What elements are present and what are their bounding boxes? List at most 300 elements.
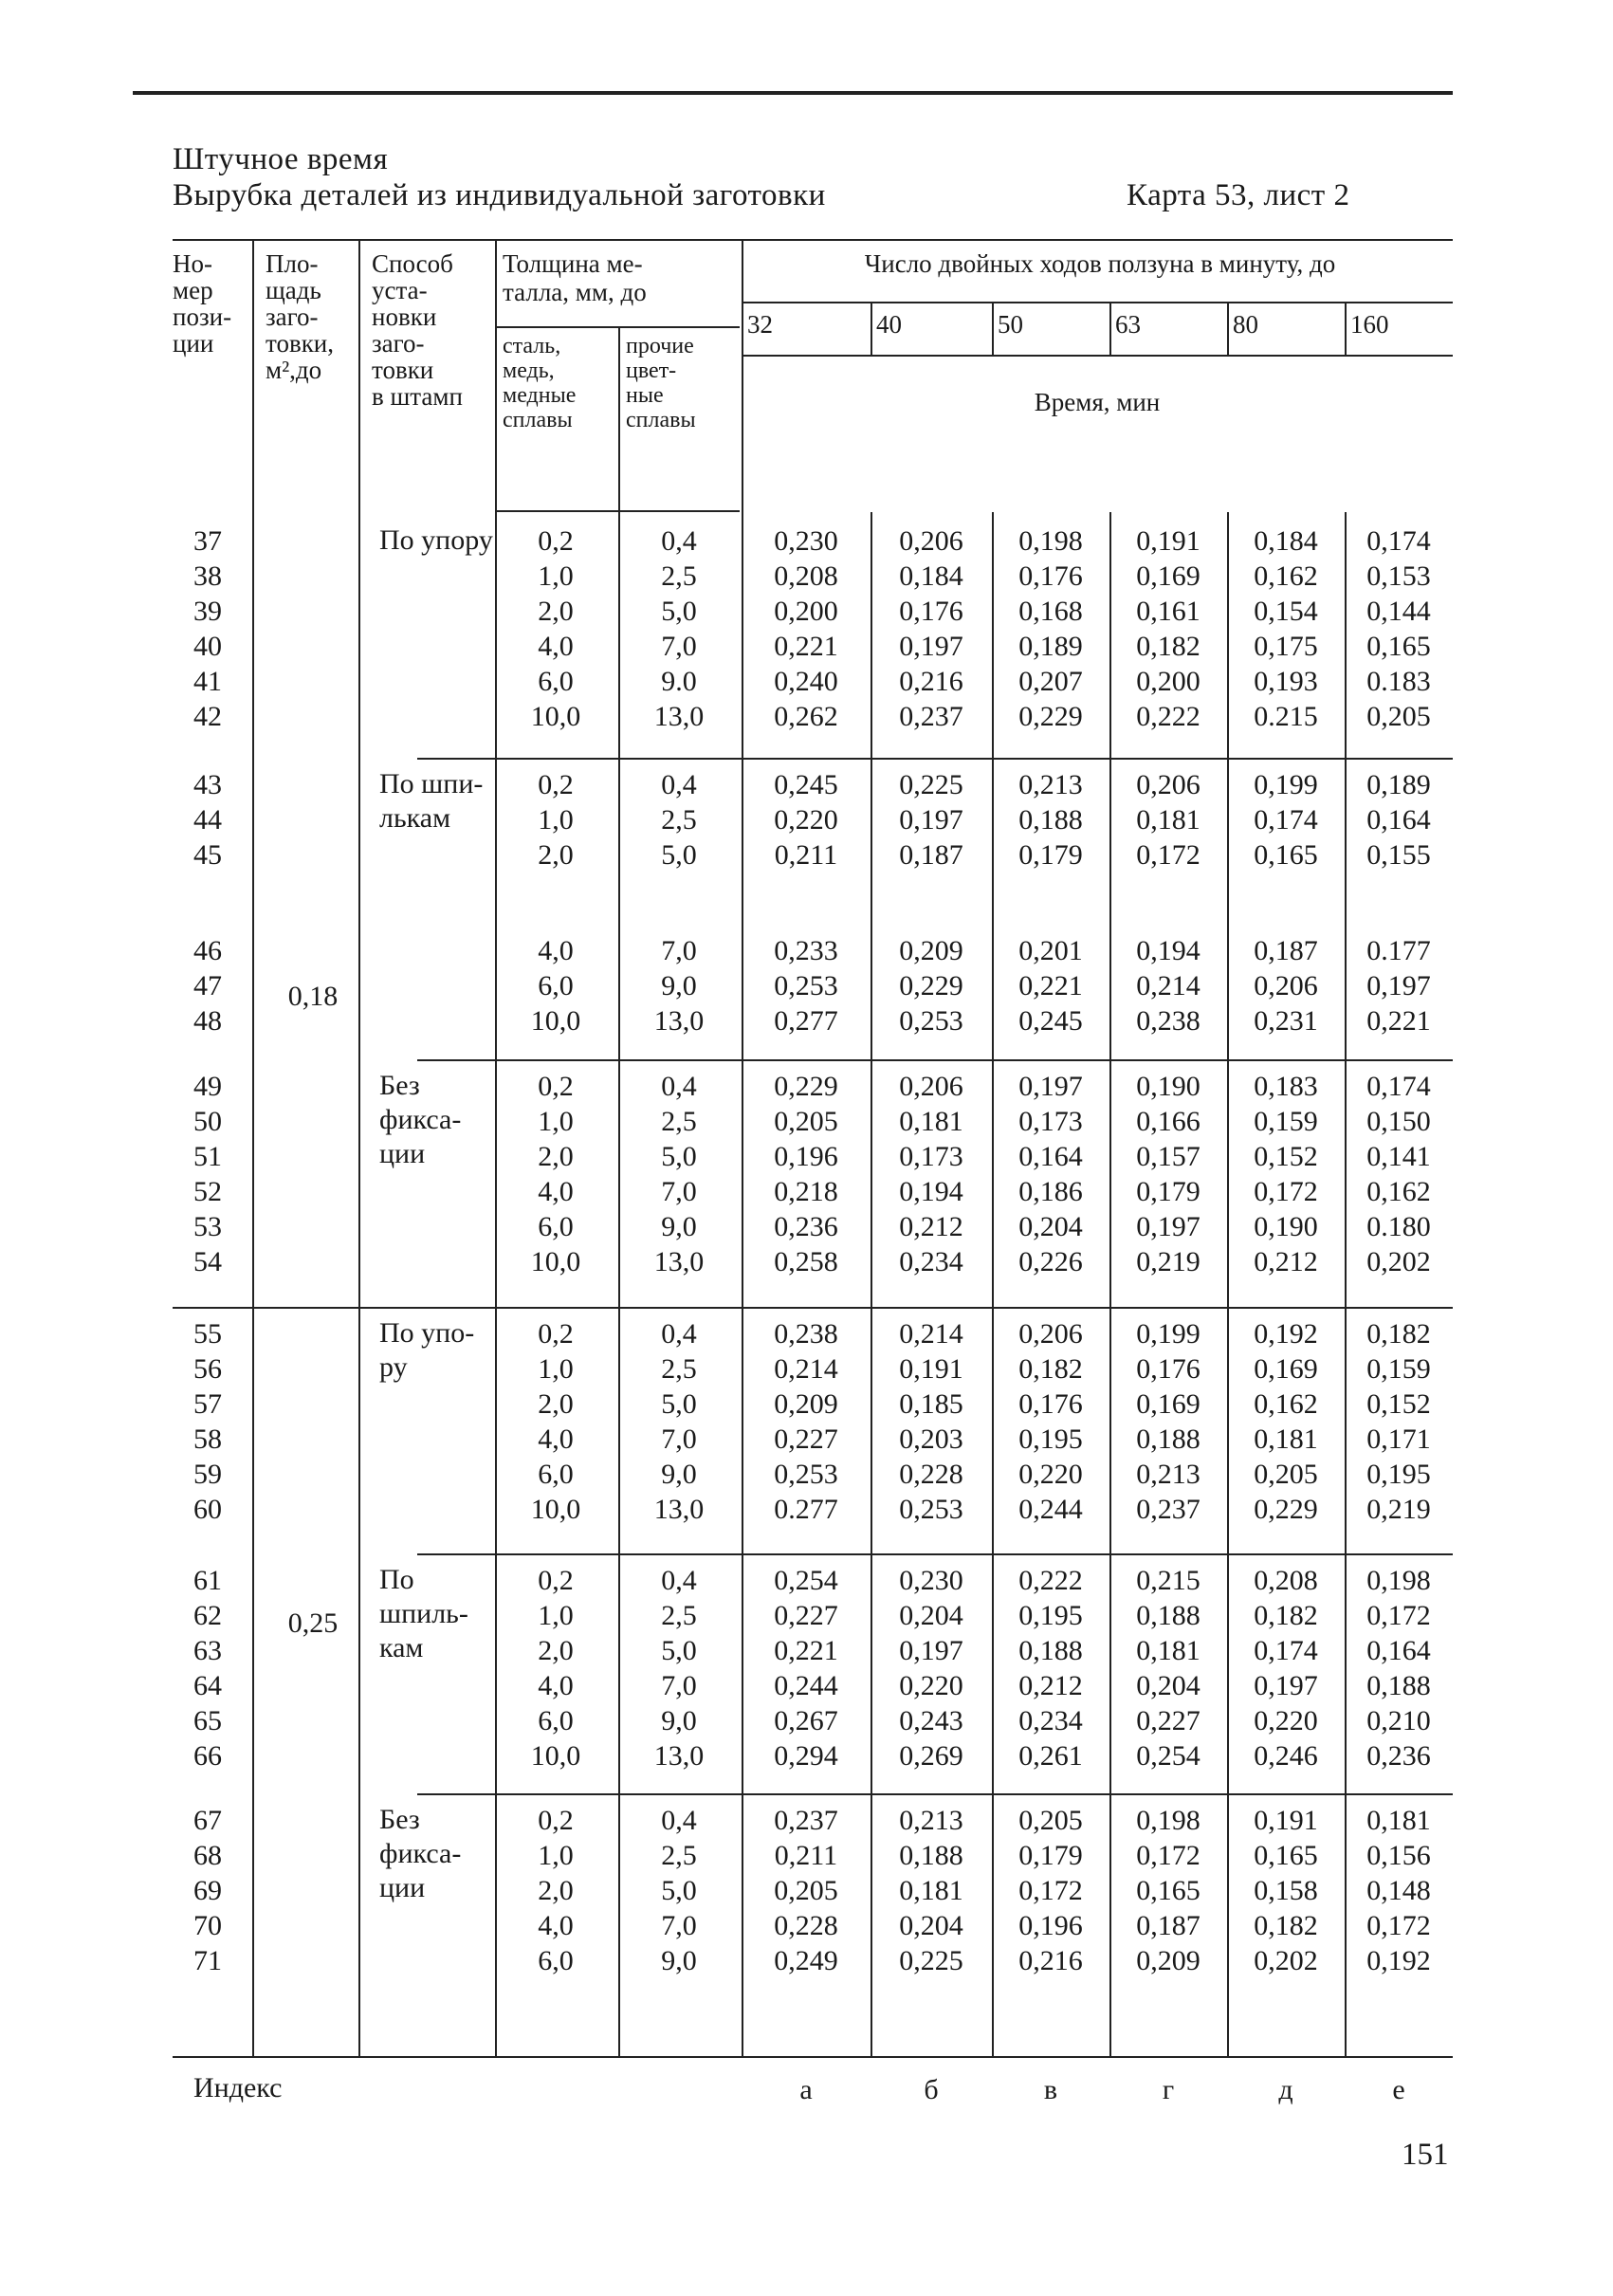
time-value: 0,152 xyxy=(1366,1388,1431,1420)
steel-thickness-value: 6,0 xyxy=(538,1211,574,1242)
time-value: 0,269 xyxy=(899,1740,963,1772)
row-number: 39 xyxy=(193,596,222,627)
steel-thickness-value: 4,0 xyxy=(538,631,574,662)
steel-thickness-value: 6,0 xyxy=(538,970,574,1001)
group-separator xyxy=(417,1553,1453,1555)
index-letter: в xyxy=(1043,2074,1058,2105)
rule xyxy=(992,512,994,2056)
row-number: 65 xyxy=(193,1705,222,1736)
time-value: 0,169 xyxy=(1136,1388,1201,1420)
rule xyxy=(618,512,620,2056)
time-value: 0,181 xyxy=(1136,1635,1201,1666)
time-value: 0,231 xyxy=(1254,1005,1318,1037)
time-value: 0,168 xyxy=(1018,596,1083,627)
other-alloy-thickness-value: 9,0 xyxy=(661,1705,697,1736)
time-value: 0,182 xyxy=(1254,1600,1318,1631)
time-value: 0,156 xyxy=(1366,1840,1431,1871)
column-header-thickness: талла, мм, до xyxy=(503,278,647,306)
rule xyxy=(495,326,740,328)
rule xyxy=(1345,512,1347,2056)
time-value: 0,155 xyxy=(1366,839,1431,871)
time-value: 0.183 xyxy=(1366,666,1431,697)
time-value: 0,181 xyxy=(899,1106,963,1137)
time-value: 0,218 xyxy=(774,1176,838,1207)
column-header-area: Пло- xyxy=(266,249,319,278)
time-value: 0,210 xyxy=(1366,1705,1431,1736)
time-value: 0,229 xyxy=(1018,701,1083,732)
time-value: 0,215 xyxy=(1136,1565,1201,1596)
time-value: 0,182 xyxy=(1136,631,1201,662)
column-header-method: заго- xyxy=(372,329,425,358)
time-value: 0,211 xyxy=(774,1840,838,1871)
row-number: 47 xyxy=(193,970,222,1001)
time-value: 0,162 xyxy=(1254,1388,1318,1420)
rule xyxy=(1109,302,1111,355)
steel-thickness-value: 1,0 xyxy=(538,1600,574,1631)
time-value: 0,213 xyxy=(1136,1459,1201,1490)
time-value: 0,209 xyxy=(1136,1945,1201,1976)
rule xyxy=(1227,512,1229,2056)
time-value: 0,262 xyxy=(774,701,838,732)
time-value: 0,164 xyxy=(1366,1635,1431,1666)
rule xyxy=(742,512,743,2056)
column-header-strokes-40: 40 xyxy=(876,310,902,339)
method-label: По упору xyxy=(379,524,493,556)
area-value: 0,25 xyxy=(287,1607,339,1639)
time-value: 0,181 xyxy=(1136,804,1201,836)
time-value: 0,188 xyxy=(1136,1424,1201,1455)
time-value: 0,183 xyxy=(1254,1071,1318,1102)
time-value: 0,206 xyxy=(899,525,963,557)
time-value: 0,253 xyxy=(899,1005,963,1037)
time-value: 0,174 xyxy=(1254,804,1318,836)
steel-thickness-value: 2,0 xyxy=(538,1875,574,1906)
other-alloy-thickness-value: 2,5 xyxy=(661,1600,697,1631)
other-alloy-thickness-value: 7,0 xyxy=(661,1670,697,1701)
time-value: 0,190 xyxy=(1254,1211,1318,1242)
column-header-number: пози- xyxy=(173,303,232,331)
time-value: 0,197 xyxy=(899,804,963,836)
time-value: 0,179 xyxy=(1136,1176,1201,1207)
time-value: 0,188 xyxy=(1018,1635,1083,1666)
time-value: 0,141 xyxy=(1366,1141,1431,1172)
time-value: 0,182 xyxy=(1366,1318,1431,1350)
steel-thickness-value: 4,0 xyxy=(538,1424,574,1455)
steel-thickness-value: 2,0 xyxy=(538,1635,574,1666)
time-value: 0,233 xyxy=(774,935,838,966)
rule xyxy=(618,328,620,512)
column-header-area: щадь xyxy=(266,276,321,304)
row-number: 66 xyxy=(193,1740,222,1772)
row-number: 64 xyxy=(193,1670,222,1701)
time-value: 0,204 xyxy=(1136,1670,1201,1701)
steel-thickness-value: 10,0 xyxy=(530,701,581,732)
time-value: 0,179 xyxy=(1018,1840,1083,1871)
time-value: 0,181 xyxy=(1366,1805,1431,1836)
method-label: Без xyxy=(379,1070,420,1101)
time-value: 0,237 xyxy=(774,1805,838,1836)
time-value: 0,204 xyxy=(899,1910,963,1941)
time-value: 0,164 xyxy=(1018,1141,1083,1172)
time-value: 0,221 xyxy=(1366,1005,1431,1037)
rule xyxy=(1109,512,1111,2056)
steel-thickness-value: 2,0 xyxy=(538,596,574,627)
time-value: 0,165 xyxy=(1254,1840,1318,1871)
time-value: 0,197 xyxy=(1018,1071,1083,1102)
time-value: 0,172 xyxy=(1136,1840,1201,1871)
header-top-rule xyxy=(173,239,1453,241)
steel-thickness-value: 1,0 xyxy=(538,1353,574,1385)
time-value: 0,208 xyxy=(1254,1565,1318,1596)
time-value: 0,237 xyxy=(1136,1494,1201,1525)
time-value: 0,192 xyxy=(1254,1318,1318,1350)
time-value: 0,230 xyxy=(774,525,838,557)
time-value: 0,208 xyxy=(774,560,838,592)
method-label: Без xyxy=(379,1804,420,1835)
group-separator xyxy=(173,1307,1453,1309)
rule xyxy=(871,302,872,355)
time-value: 0,220 xyxy=(774,804,838,836)
time-value: 0,197 xyxy=(1254,1670,1318,1701)
time-value: 0,188 xyxy=(1366,1670,1431,1701)
rule xyxy=(358,512,360,2056)
row-number: 49 xyxy=(193,1071,222,1102)
steel-thickness-value: 6,0 xyxy=(538,1945,574,1976)
time-value: 0,205 xyxy=(1254,1459,1318,1490)
time-value: 0,158 xyxy=(1254,1875,1318,1906)
time-value: 0,181 xyxy=(1254,1424,1318,1455)
time-value: 0,227 xyxy=(1136,1705,1201,1736)
steel-thickness-value: 6,0 xyxy=(538,1459,574,1490)
other-alloy-thickness-value: 0,4 xyxy=(661,1805,697,1836)
row-number: 52 xyxy=(193,1176,222,1207)
time-value: 0,204 xyxy=(1018,1211,1083,1242)
time-value: 0,172 xyxy=(1254,1176,1318,1207)
index-letter: е xyxy=(1392,2074,1405,2105)
time-value: 0,174 xyxy=(1366,1071,1431,1102)
time-value: 0,176 xyxy=(1018,560,1083,592)
rule xyxy=(742,241,743,535)
time-value: 0,221 xyxy=(1018,970,1083,1001)
group-separator xyxy=(417,1793,1453,1795)
row-number: 67 xyxy=(193,1805,222,1836)
time-value: 0,220 xyxy=(899,1670,963,1701)
time-value: 0,221 xyxy=(774,631,838,662)
method-label: фикса- xyxy=(379,1104,462,1135)
steel-thickness-value: 0,2 xyxy=(538,769,574,800)
time-value: 0,169 xyxy=(1254,1353,1318,1385)
time-value: 0,206 xyxy=(1254,970,1318,1001)
time-value: 0,175 xyxy=(1254,631,1318,662)
top-rule xyxy=(133,91,1453,95)
time-value: 0,245 xyxy=(774,769,838,800)
other-alloy-thickness-value: 7,0 xyxy=(661,1424,697,1455)
time-value: 0,234 xyxy=(1018,1705,1083,1736)
time-value: 0,216 xyxy=(899,666,963,697)
time-value: 0,191 xyxy=(899,1353,963,1385)
time-value: 0,193 xyxy=(1254,666,1318,697)
row-number: 63 xyxy=(193,1635,222,1666)
column-header-steel: сталь, xyxy=(503,334,561,358)
row-number: 68 xyxy=(193,1840,222,1871)
rule xyxy=(871,512,872,2056)
time-value: 0,176 xyxy=(899,596,963,627)
row-number: 48 xyxy=(193,1005,222,1037)
time-value: 0,253 xyxy=(899,1494,963,1525)
time-value: 0,209 xyxy=(899,935,963,966)
time-value: 0,234 xyxy=(899,1246,963,1277)
other-alloy-thickness-value: 0,4 xyxy=(661,769,697,800)
rule xyxy=(252,512,254,2056)
other-alloy-thickness-value: 9,0 xyxy=(661,1945,697,1976)
other-alloy-thickness-value: 9,0 xyxy=(661,970,697,1001)
other-alloy-thickness-value: 9,0 xyxy=(661,1459,697,1490)
time-value: 0,228 xyxy=(774,1910,838,1941)
time-value: 0,194 xyxy=(899,1176,963,1207)
time-value: 0,199 xyxy=(1136,1318,1201,1350)
time-value: 0,205 xyxy=(774,1875,838,1906)
time-value: 0,202 xyxy=(1366,1246,1431,1277)
time-value: 0,171 xyxy=(1366,1424,1431,1455)
method-label: ции xyxy=(379,1138,426,1169)
time-value: 0,205 xyxy=(774,1106,838,1137)
page-subtitle: Вырубка деталей из индивидуальной заготовки xyxy=(173,178,826,212)
column-header-method: уста- xyxy=(372,276,428,304)
time-value: 0,222 xyxy=(1136,701,1201,732)
time-value: 0,191 xyxy=(1136,525,1201,557)
steel-thickness-value: 1,0 xyxy=(538,1840,574,1871)
column-header-strokes-32: 32 xyxy=(747,310,773,339)
time-value: 0,222 xyxy=(1018,1565,1083,1596)
other-alloy-thickness-value: 0,4 xyxy=(661,1318,697,1350)
steel-thickness-value: 6,0 xyxy=(538,1705,574,1736)
time-value: 0,152 xyxy=(1254,1141,1318,1172)
time-value: 0,227 xyxy=(774,1600,838,1631)
time-value: 0,212 xyxy=(1254,1246,1318,1277)
time-value: 0,196 xyxy=(774,1141,838,1172)
page-number: 151 xyxy=(1402,2138,1449,2172)
time-value: 0.177 xyxy=(1366,935,1431,966)
row-number: 62 xyxy=(193,1600,222,1631)
row-number: 51 xyxy=(193,1141,222,1172)
time-value: 0,201 xyxy=(1018,935,1083,966)
time-value: 0,254 xyxy=(1136,1740,1201,1772)
time-value: 0,179 xyxy=(1018,839,1083,871)
method-label: фикса- xyxy=(379,1838,462,1869)
steel-thickness-value: 4,0 xyxy=(538,1670,574,1701)
time-value: 0,165 xyxy=(1136,1875,1201,1906)
time-value: 0,243 xyxy=(899,1705,963,1736)
steel-thickness-value: 0,2 xyxy=(538,1071,574,1102)
time-value: 0,195 xyxy=(1366,1459,1431,1490)
method-label: По шпи- xyxy=(379,768,484,799)
time-value: 0,188 xyxy=(899,1840,963,1871)
time-value: 0,198 xyxy=(1136,1805,1201,1836)
time-value: 0,162 xyxy=(1254,560,1318,592)
steel-thickness-value: 0,2 xyxy=(538,1318,574,1350)
time-value: 0,165 xyxy=(1254,839,1318,871)
column-header-time: Время, мин xyxy=(1034,388,1161,416)
time-value: 0,182 xyxy=(1254,1910,1318,1941)
other-alloy-thickness-value: 2,5 xyxy=(661,1353,697,1385)
time-value: 0,185 xyxy=(899,1388,963,1420)
time-value: 0,220 xyxy=(1254,1705,1318,1736)
row-number: 56 xyxy=(193,1353,222,1385)
time-value: 0,164 xyxy=(1366,804,1431,836)
index-label: Индекс xyxy=(193,2072,283,2103)
time-value: 0,154 xyxy=(1254,596,1318,627)
time-value: 0,261 xyxy=(1018,1740,1083,1772)
rule xyxy=(252,241,254,512)
row-number: 70 xyxy=(193,1910,222,1941)
steel-thickness-value: 10,0 xyxy=(530,1740,581,1772)
steel-thickness-value: 10,0 xyxy=(530,1005,581,1037)
time-value: 0,205 xyxy=(1366,701,1431,732)
time-value: 0,214 xyxy=(899,1318,963,1350)
group-separator xyxy=(417,758,1453,760)
time-value: 0,205 xyxy=(1018,1805,1083,1836)
time-value: 0,244 xyxy=(1018,1494,1083,1525)
column-header-strokes-per-minute: Число двойных ходов ползуна в минуту, до xyxy=(864,249,1336,278)
time-value: 0,212 xyxy=(899,1211,963,1242)
row-number: 40 xyxy=(193,631,222,662)
row-number: 42 xyxy=(193,701,222,732)
other-alloy-thickness-value: 5,0 xyxy=(661,1388,697,1420)
rule xyxy=(495,241,497,512)
time-value: 0,150 xyxy=(1366,1106,1431,1137)
time-value: 0,172 xyxy=(1136,839,1201,871)
column-header-method: товки xyxy=(372,356,434,384)
time-value: 0,229 xyxy=(774,1071,838,1102)
rule xyxy=(1227,302,1229,355)
other-alloy-thickness-value: 13,0 xyxy=(653,1246,705,1277)
method-label: ции xyxy=(379,1872,426,1903)
time-value: 0,206 xyxy=(1136,769,1201,800)
row-number: 69 xyxy=(193,1875,222,1906)
time-value: 0,189 xyxy=(1366,769,1431,800)
other-alloy-thickness-value: 7,0 xyxy=(661,935,697,966)
time-value: 0,172 xyxy=(1366,1910,1431,1941)
steel-thickness-value: 1,0 xyxy=(538,804,574,836)
page-title: Штучное время xyxy=(173,142,389,176)
other-alloy-thickness-value: 13,0 xyxy=(653,1494,705,1525)
time-value: 0,192 xyxy=(1366,1945,1431,1976)
time-value: 0,159 xyxy=(1254,1106,1318,1137)
row-number: 45 xyxy=(193,839,222,871)
time-value: 0,206 xyxy=(899,1071,963,1102)
time-value: 0,229 xyxy=(1254,1494,1318,1525)
column-header-thickness: Толщина ме- xyxy=(503,249,643,278)
time-value: 0,184 xyxy=(1254,525,1318,557)
row-number: 61 xyxy=(193,1565,222,1596)
other-alloy-thickness-value: 0,4 xyxy=(661,1071,697,1102)
other-alloy-thickness-value: 5,0 xyxy=(661,1141,697,1172)
time-value: 0,184 xyxy=(899,560,963,592)
time-value: 0,240 xyxy=(774,666,838,697)
steel-thickness-value: 0,2 xyxy=(538,1805,574,1836)
time-value: 0,225 xyxy=(899,769,963,800)
time-value: 0,194 xyxy=(1136,935,1201,966)
time-value: 0,169 xyxy=(1136,560,1201,592)
index-letter: г xyxy=(1162,2074,1175,2105)
time-value: 0,212 xyxy=(1018,1670,1083,1701)
row-number: 57 xyxy=(193,1388,222,1420)
time-value: 0,236 xyxy=(774,1211,838,1242)
column-header-other-alloys: прочие xyxy=(626,334,694,358)
time-value: 0,206 xyxy=(1018,1318,1083,1350)
other-alloy-thickness-value: 2,5 xyxy=(661,560,697,592)
time-value: 0,216 xyxy=(1018,1945,1083,1976)
rule xyxy=(358,241,360,512)
other-alloy-thickness-value: 7,0 xyxy=(661,1910,697,1941)
time-value: 0,214 xyxy=(774,1353,838,1385)
other-alloy-thickness-value: 7,0 xyxy=(661,631,697,662)
column-header-method: новки xyxy=(372,303,437,331)
row-number: 71 xyxy=(193,1945,222,1976)
time-value: 0,172 xyxy=(1366,1600,1431,1631)
time-value: 0,148 xyxy=(1366,1875,1431,1906)
steel-thickness-value: 2,0 xyxy=(538,1388,574,1420)
time-value: 0,253 xyxy=(774,970,838,1001)
time-value: 0,157 xyxy=(1136,1141,1201,1172)
time-value: 0,277 xyxy=(774,1005,838,1037)
other-alloy-thickness-value: 5,0 xyxy=(661,596,697,627)
time-value: 0,227 xyxy=(774,1424,838,1455)
time-value: 0,230 xyxy=(899,1565,963,1596)
rule xyxy=(742,355,1453,357)
column-header-other-alloys: сплавы xyxy=(626,408,696,432)
time-value: 0,144 xyxy=(1366,596,1431,627)
steel-thickness-value: 6,0 xyxy=(538,666,574,697)
row-number: 53 xyxy=(193,1211,222,1242)
steel-thickness-value: 0,2 xyxy=(538,525,574,557)
column-header-strokes-50: 50 xyxy=(998,310,1023,339)
time-value: 0,228 xyxy=(899,1459,963,1490)
index-letter: д xyxy=(1278,2074,1293,2105)
time-value: 0,190 xyxy=(1136,1071,1201,1102)
time-value: 0,161 xyxy=(1136,596,1201,627)
other-alloy-thickness-value: 0,4 xyxy=(661,1565,697,1596)
steel-thickness-value: 4,0 xyxy=(538,1176,574,1207)
row-number: 41 xyxy=(193,666,222,697)
time-value: 0,214 xyxy=(1136,970,1201,1001)
column-header-number: Но- xyxy=(173,249,212,278)
row-number: 38 xyxy=(193,560,222,592)
time-value: 0,162 xyxy=(1366,1176,1431,1207)
time-value: 0,173 xyxy=(899,1141,963,1172)
steel-thickness-value: 4,0 xyxy=(538,1910,574,1941)
steel-thickness-value: 10,0 xyxy=(530,1494,581,1525)
area-value: 0,18 xyxy=(287,981,339,1012)
column-header-strokes-160: 160 xyxy=(1350,310,1389,339)
steel-thickness-value: 10,0 xyxy=(530,1246,581,1277)
time-value: 0,197 xyxy=(1136,1211,1201,1242)
time-value: 0,198 xyxy=(1366,1565,1431,1596)
column-header-area: заго- xyxy=(266,303,319,331)
other-alloy-thickness-value: 9.0 xyxy=(661,666,697,697)
time-value: 0,197 xyxy=(1366,970,1431,1001)
time-value: 0,238 xyxy=(1136,1005,1201,1037)
rule xyxy=(1345,302,1347,355)
time-value: 0,254 xyxy=(774,1565,838,1596)
time-value: 0,200 xyxy=(774,596,838,627)
time-value: 0,196 xyxy=(1018,1910,1083,1941)
time-value: 0,166 xyxy=(1136,1106,1201,1137)
steel-thickness-value: 0,2 xyxy=(538,1565,574,1596)
column-header-method: в штамп xyxy=(372,382,463,411)
method-label: лькам xyxy=(379,802,451,834)
time-value: 0,159 xyxy=(1366,1353,1431,1385)
